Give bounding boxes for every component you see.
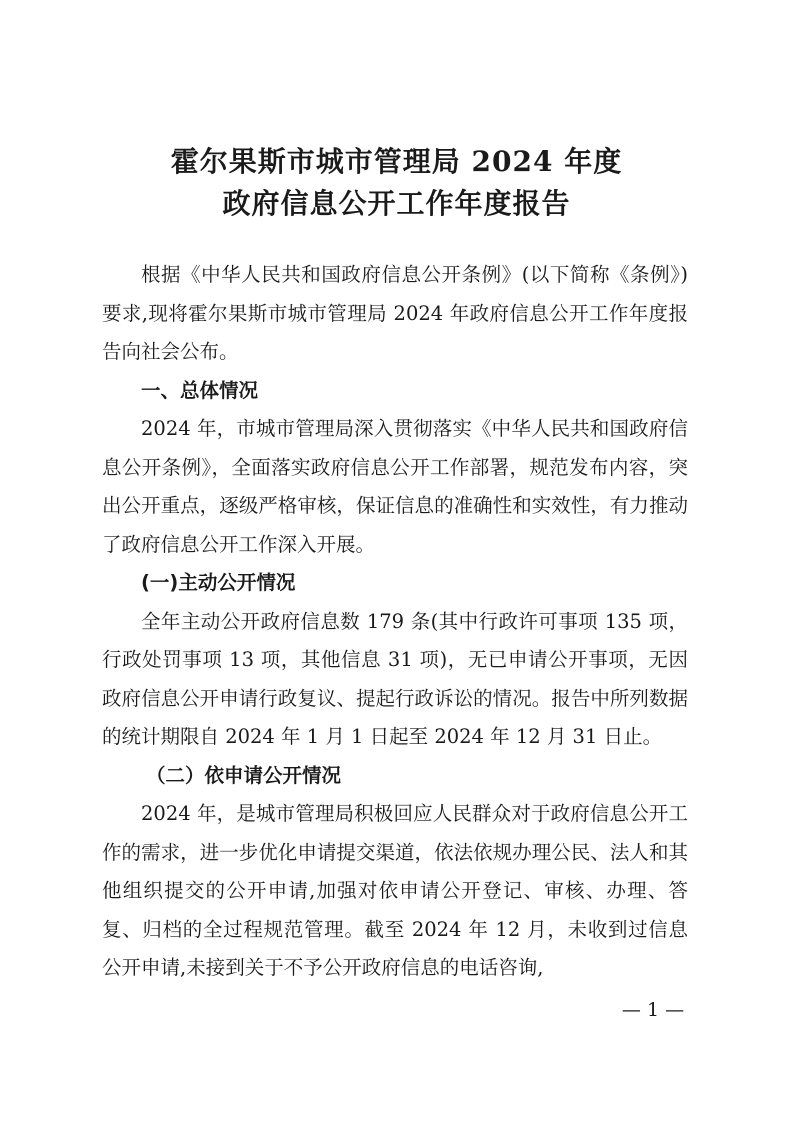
overview-paragraph: 2024 年，市城市管理局深入贯彻落实《中华人民共和国政府信息公开条例》，全面落实政府信息公开工作部署，规范发布内容，突出公开重点，逐级严格审核，保证信息的准确性和实效性，有力推动了政府信息公开工作深入开展。 <box>102 417 688 556</box>
page-number: — 1 — <box>621 999 685 1021</box>
intro-paragraph: 根据《中华人民共和国政府信息公开条例》(以下简称《条例》)要求,现将霍尔果斯市城市管理局 2024 年政府信息公开工作年度报告向社会公布。 <box>102 263 688 363</box>
proactive-disclosure-paragraph: 全年主动公开政府信息数 179 条(其中行政许可事项 135 项，行政处罚事项 13 项，其他信息 31 项)，无已申请公开事项，无因政府信息公开申请行政复议、提起行政诉讼的情况。报告中所列数据的统计期限自 2024 年 1 月 1 日起至 2024 年 12 月 31 日止。 <box>102 609 688 748</box>
subsection-heading-proactive-disclosure: (一)主动公开情况 <box>141 571 296 594</box>
section-heading-overview: 一、总体情况 <box>141 378 259 402</box>
subsection-heading-disclosure-on-request: （二）依申请公开情况 <box>146 763 342 787</box>
report-body <box>102 256 688 988</box>
disclosure-on-request-paragraph: 2024 年，是城市管理局积极回应人民群众对于政府信息公开工作的需求，进一步优化申请提交渠道，依法依规办理公民、法人和其他组织提交的公开申请,加强对依申请公开登记、审核、办理、答复、归档的全过程规范管理。截至 2024 年 12 月，未收到过信息公开申请,未接到关于不予公开政府信息的电话咨询, <box>102 802 688 979</box>
report-title-line-1: 霍尔果斯市城市管理局 2024 年度 <box>170 145 623 178</box>
report-title-line-2: 政府信息公开工作年度报告 <box>222 187 571 220</box>
